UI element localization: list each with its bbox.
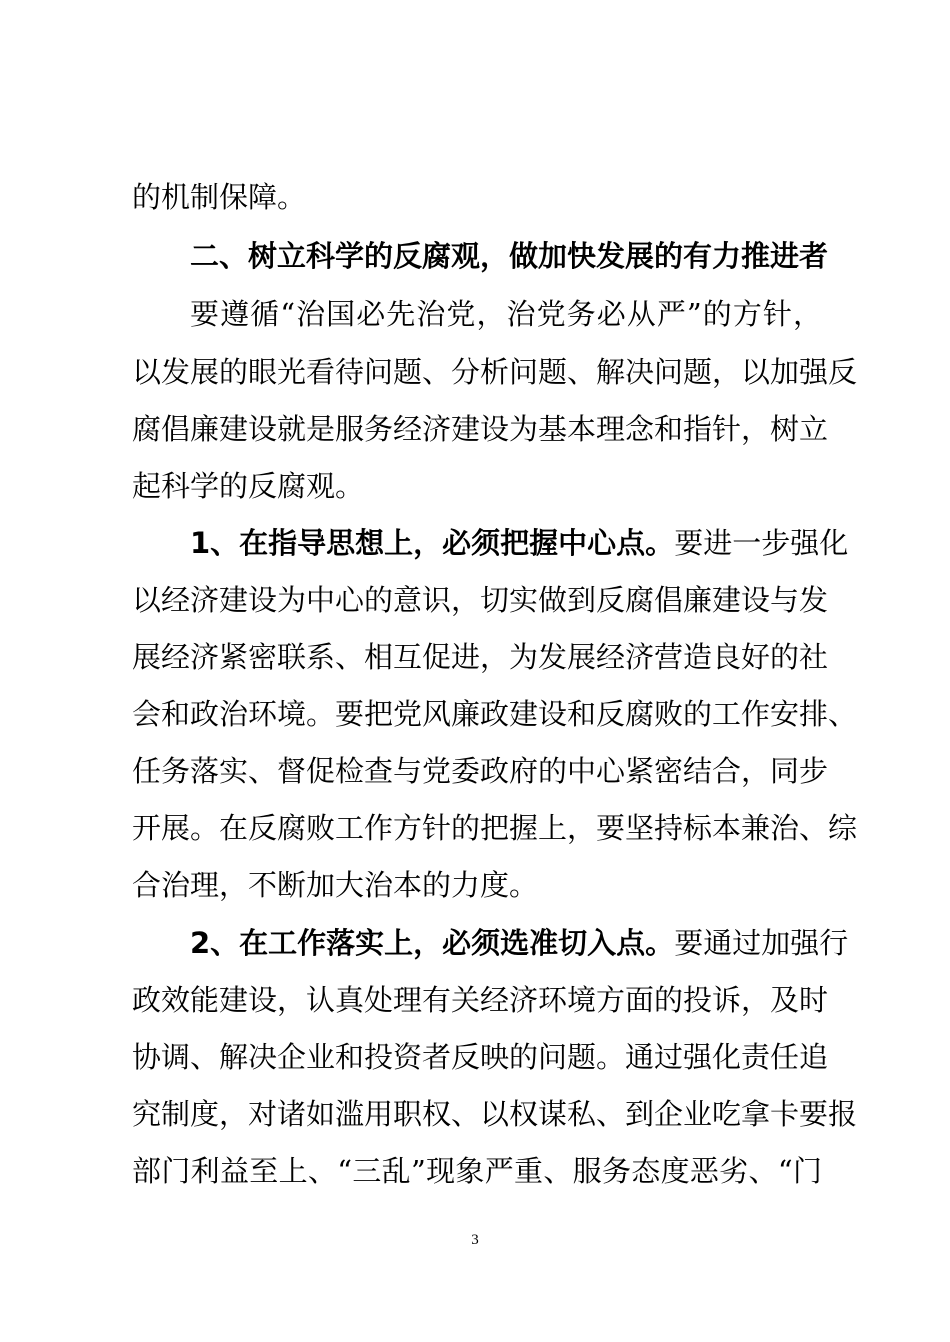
text-line: 展经济紧密联系、相互促进，为发展经济营造良好的社 [132,640,829,674]
text-line: 政效能建设，认真处理有关经济环境方面的投诉，及时 [132,983,829,1017]
paragraph-1-lead: 1、在指导思想上，必须把握中心点。 [190,526,675,560]
paragraph-1-text: 要进一步强化 [674,526,849,560]
text-line: 以经济建设为中心的意识，切实做到反腐倡廉建设与发 [132,583,829,617]
text-line: 合治理，不断加大治本的力度。 [132,868,539,902]
text-line: 协调、解决企业和投资者反映的问题。通过强化责任追 [132,1040,829,1074]
paragraph-1-first-line [190,523,849,563]
section-heading: 二、树立科学的反腐观，做加快发展的有力推进者 [190,239,829,273]
text-line: 部门利益至上、“三乱”现象严重、服务态度恶劣、“门 [132,1154,822,1188]
paragraph-2-lead: 2、在工作落实上，必须选准切入点。 [190,926,675,960]
text-line: 究制度，对诸如滥用职权、以权谋私、到企业吃拿卡要报 [132,1097,858,1131]
text-line: 起科学的反腐观。 [132,469,365,503]
text-line: 开展。在反腐败工作方针的把握上，要坚持标本兼治、综 [132,811,858,845]
paragraph-2-text: 要通过加强行 [674,926,849,960]
page-number: 3 [471,1232,479,1248]
paragraph-2-first-line [190,923,849,963]
text-line: 任务落实、督促检查与党委政府的中心紧密结合，同步 [132,754,829,788]
text-line: 会和政治环境。要把党风廉政建设和反腐败的工作安排、 [132,697,858,731]
text-line: 腐倡廉建设就是服务经济建设为基本理念和指针，树立 [132,412,829,446]
text-line: 以发展的眼光看待问题、分析问题、解决问题，以加强反 [132,355,858,389]
text-line: 的机制保障。 [132,180,307,214]
text-line: 要遵循“治国必先治党，治党务必从严”的方针， [190,297,822,331]
